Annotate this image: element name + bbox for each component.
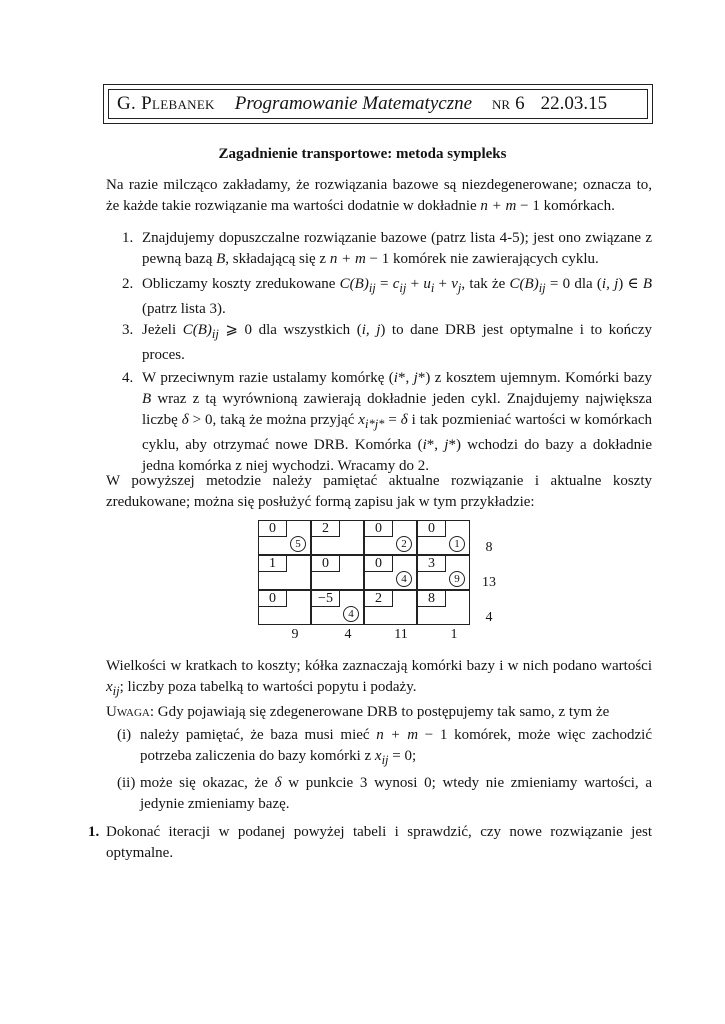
intro-text-end: − 1 komórkach. [516, 198, 615, 214]
exercise-number: 1. [88, 824, 100, 840]
table-cell [258, 520, 311, 555]
basis-value: 9 [449, 571, 465, 587]
remark-label: Uwaga: [106, 704, 154, 720]
exercise-text: Dokonać iteracji w podanej powyżej tabeli i sprawdzić, czy nowe rozwiązanie jest optymalne. [106, 824, 652, 861]
table-cell [417, 590, 470, 625]
step-4 [122, 368, 652, 477]
cell-cost: 0 [259, 521, 287, 537]
cell-cost: 0 [365, 556, 393, 572]
step-3 [122, 320, 652, 366]
header-course: Programowanie Matematyczne [234, 93, 473, 114]
table-cell [417, 555, 470, 590]
step-text: Obliczamy koszty zredukowane $C(B)_{ij} = c_{ij} + u_i + v_j$, tak że $C(B)_{ij} = 0$ dla (i, j) ∈ B (patrz lista 3). [142, 276, 652, 317]
cell-cost: 0 [312, 556, 340, 572]
step-text: W przeciwnym razie ustalamy komórkę (i*, j*) z kosztem ujemnym. Komórki bazy B wraz z tą wyrównioną zawierają dokładnie jeden cykl. Znajdujemy największa liczbę δ > 0, taką że można przyjąć $x_{i*j*} = \delta$ i tak pozmieniać wartości w komórkach cyklu, aby otrzymać nowe DRB. Komórka (i*, j*) wchodzi do bazy a dokładnie jedna komórka z niej wychodzi. Wracamy do 2. [142, 370, 653, 474]
cell-cost: 2 [365, 591, 393, 607]
explanation-paragraph: Wielkości w kratkach to koszty; kółka zaznaczają komórki bazy i w nich podano wartości $x_{ij}$; liczby poza tabelką to wartości popytu i podaży. Uwaga: Gdy pojawiają się zdegenerowane DRB to postępujemy tak samo, z tym że [106, 658, 652, 720]
table-cell [311, 520, 364, 555]
intro-paragraph [106, 175, 652, 217]
basis-value: 1 [449, 536, 465, 552]
step-2 [122, 274, 652, 320]
cell-cost: 0 [259, 591, 287, 607]
step-text: Jeżeli $C(B)_{ij}$ ⩾ 0 dla wszystkich (i, j) to dane DRB jest optymalne i to kończy proces. [142, 322, 653, 363]
step-1 [122, 228, 652, 270]
table-cell [258, 555, 311, 590]
supply-value: 8 [485, 540, 493, 555]
intro-math: n + m [480, 198, 517, 214]
transport-table [258, 520, 496, 642]
remark-text: Gdy pojawiają się zdegenerowane DRB to postępujemy tak samo, z tym że [154, 704, 610, 720]
table-cell [311, 555, 364, 590]
cell-cost: 3 [418, 556, 446, 572]
header-box [103, 84, 653, 124]
basis-value: 4 [343, 606, 359, 622]
step-number: 3. [122, 322, 134, 338]
header-author: G. Plebanek [117, 93, 215, 114]
table-cell [311, 590, 364, 625]
remark-number: (ii) [117, 775, 136, 791]
header-date: 22.03.15 [540, 93, 608, 114]
cell-cost: 1 [259, 556, 287, 572]
demand-value: 1 [450, 627, 458, 642]
supply-value: 13 [482, 575, 496, 590]
table-cell [364, 555, 417, 590]
remark-item-text: może się okazac, że δ w punkcie 3 wynosi 0; wtedy nie zmieniamy wartości, a jedynie zmieniamy bazę. [140, 775, 653, 812]
table-cell [417, 520, 470, 555]
basis-value: 2 [396, 536, 412, 552]
remark-number: (i) [117, 727, 132, 743]
remark-item-text: należy pamiętać, że baza musi mieć n + m − 1 komórek, może więc zachodzić potrzeba zaliczenia do bazy komórki z $x_{ij} = 0$; [140, 727, 652, 767]
cell-cost: 8 [418, 591, 446, 607]
header-inner-box [108, 89, 648, 119]
section-title: Zagadnienie transportowe: metoda sympleks [218, 146, 507, 162]
cell-cost: −5 [312, 591, 340, 607]
method-paragraph: W powyższej metodzie należy pamiętać aktualne rozwiązanie i aktualne koszty zredukowane; można się posłużyć formą zapisu jak w tym przykładzie: [106, 473, 652, 510]
demand-value: 11 [394, 627, 408, 642]
basis-value: 4 [396, 571, 412, 587]
remark-i [117, 725, 652, 771]
step-number: 1. [122, 230, 134, 246]
header-nr: 6 [515, 93, 525, 114]
demand-value: 9 [291, 627, 299, 642]
basis-value: 5 [290, 536, 306, 552]
header-nr-label: nr [492, 93, 511, 114]
remark-ii [117, 773, 652, 815]
cell-cost: 2 [312, 521, 340, 537]
table-cell [364, 590, 417, 625]
cell-cost: 0 [365, 521, 393, 537]
demand-value: 4 [344, 627, 352, 642]
table-cell [258, 590, 311, 625]
exercise-1 [88, 822, 652, 864]
step-text: Znajdujemy dopuszczalne rozwiązanie bazowe (patrz lista 4-5); jest ono związane z pewną bazą B, składającą się z n + m − 1 komórek nie zawierających cyklu. [142, 230, 652, 267]
step-number: 2. [122, 276, 134, 292]
table-cell [364, 520, 417, 555]
cell-cost: 0 [418, 521, 446, 537]
intro-text: Na razie milcząco zakładamy, że rozwiązania bazowe są niezdegenerowane; oznacza to, że każde takie rozwiązanie ma wartości dodatnie w dokładnie [106, 177, 652, 214]
step-number: 4. [122, 370, 134, 386]
supply-value: 4 [485, 610, 493, 625]
